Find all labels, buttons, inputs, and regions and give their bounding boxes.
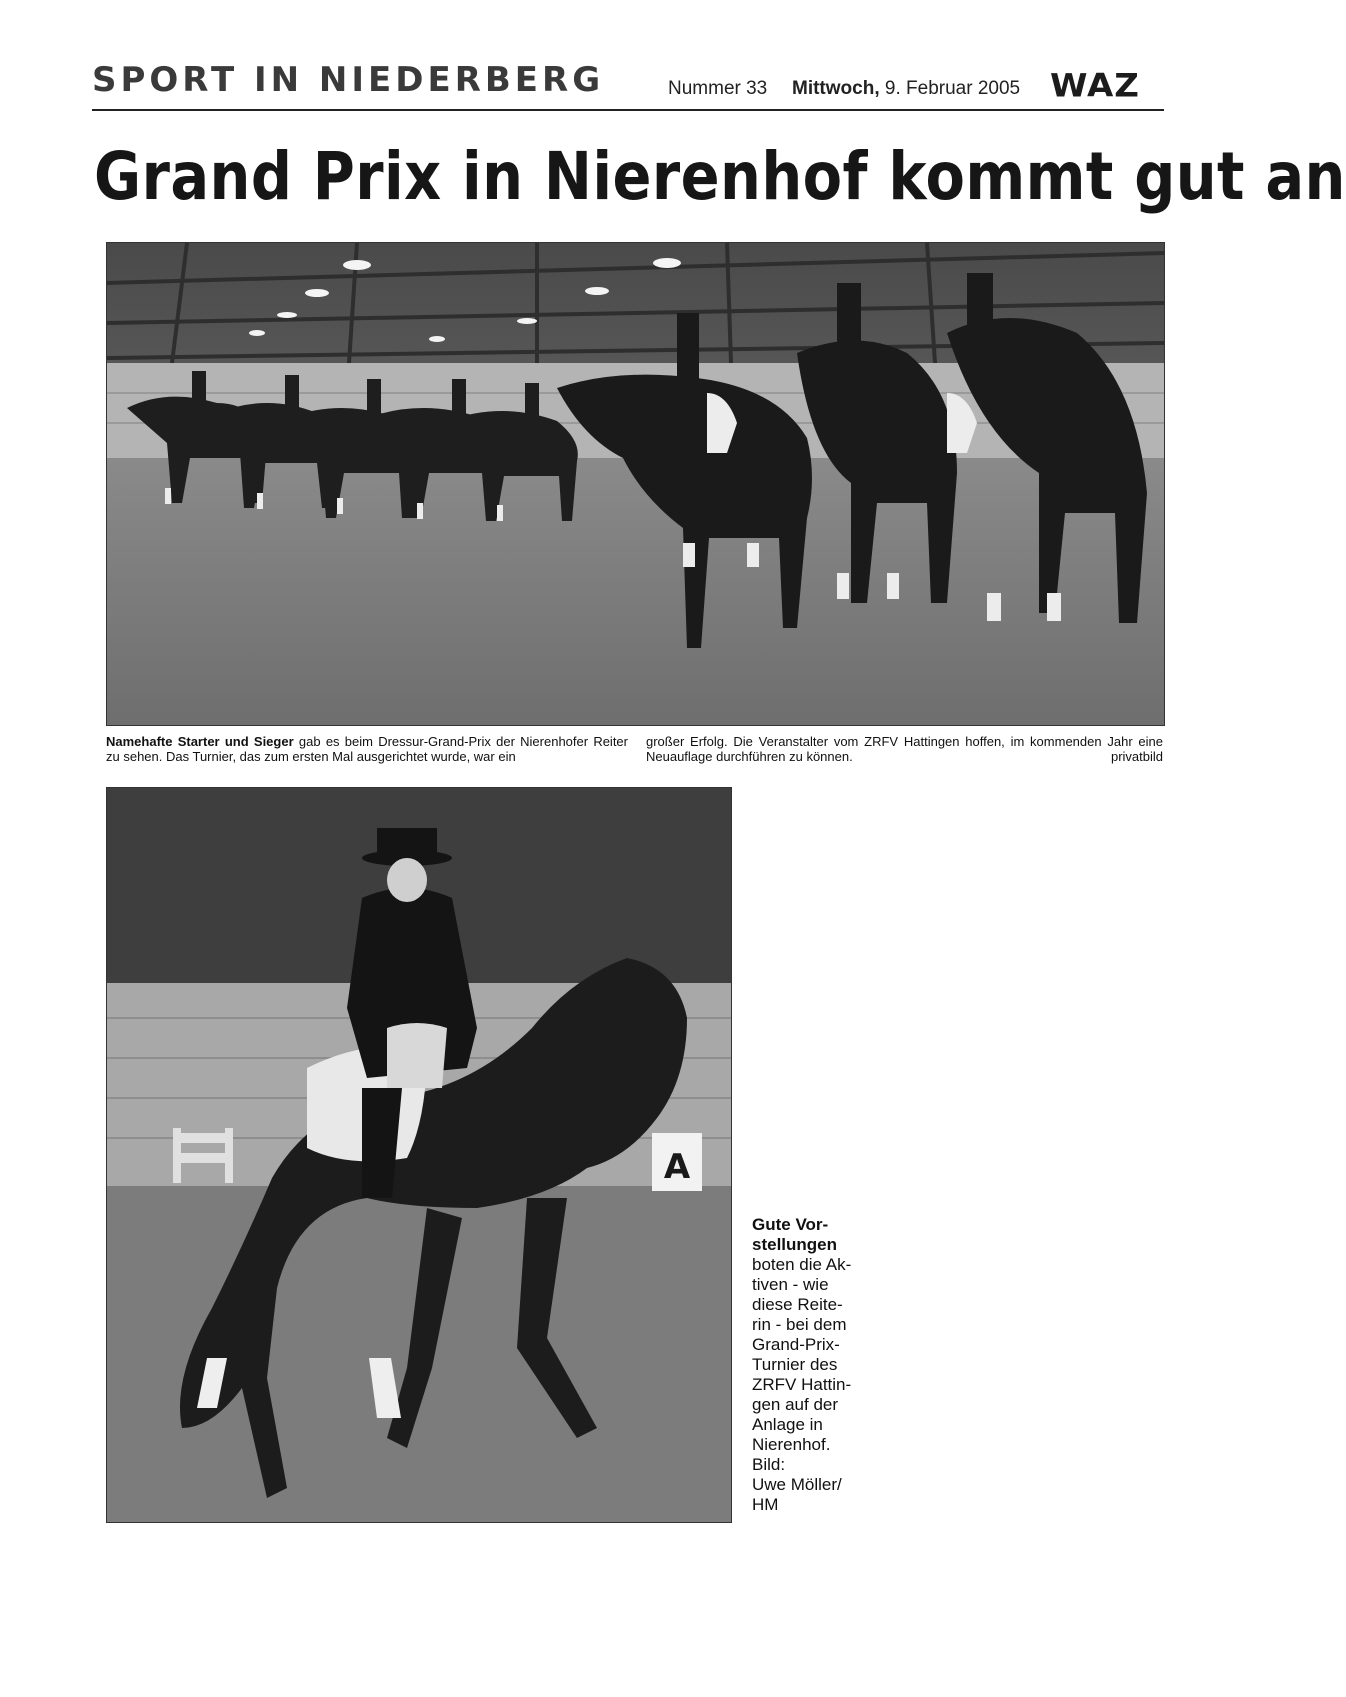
photo1-credit: privatbild bbox=[1110, 749, 1163, 764]
issue-number: Nummer 33 bbox=[668, 78, 768, 99]
photo2-caption-text: boten die Ak- tiven - wie diese Reite- rin - bei dem Grand-Prix- Turnier des ZRFV Hattin- gen auf der Anlage in Nierenhof. Bild: Uwe Möller/ HM bbox=[752, 1255, 852, 1514]
photo-single-rider bbox=[106, 787, 732, 1523]
arena-letter: A bbox=[663, 1147, 691, 1187]
photo1-caption-col1 bbox=[106, 734, 628, 764]
photo1-caption-lead: Namehafte Starter und Sieger bbox=[106, 734, 294, 749]
headline: Grand Prix in Nierenhof kommt gut an bbox=[94, 138, 1346, 215]
photo1-caption-text: gab es beim Dressur-Grand-Prix der Nierenhofer Reiter zu sehen. Das Turnier, das zum ersten Mal ausgerichtet wurde, war ein bbox=[106, 734, 628, 764]
photo2-caption-lead: Gute Vor- stellungen bbox=[752, 1215, 838, 1254]
date-value: 9. Februar 2005 bbox=[884, 78, 1021, 99]
photo-riders-lineup bbox=[106, 242, 1165, 726]
section-title: SPORT IN NIEDERBERG bbox=[92, 60, 605, 100]
single-rider-illustration bbox=[107, 788, 731, 1522]
newspaper-logo: WAZ bbox=[1050, 67, 1140, 105]
riders-lineup-illustration bbox=[107, 243, 1164, 725]
weekday: Mittwoch, bbox=[792, 78, 880, 99]
publication-date bbox=[792, 78, 1020, 100]
photo1-caption-col2: großer Erfolg. Die Veranstalter vom ZRFV Hattingen hoffen, im kommenden Jahr eine Neuauflage durchführen zu können. bbox=[646, 734, 1163, 764]
photo2-caption bbox=[752, 1215, 882, 1515]
masthead-rule bbox=[92, 109, 1164, 111]
